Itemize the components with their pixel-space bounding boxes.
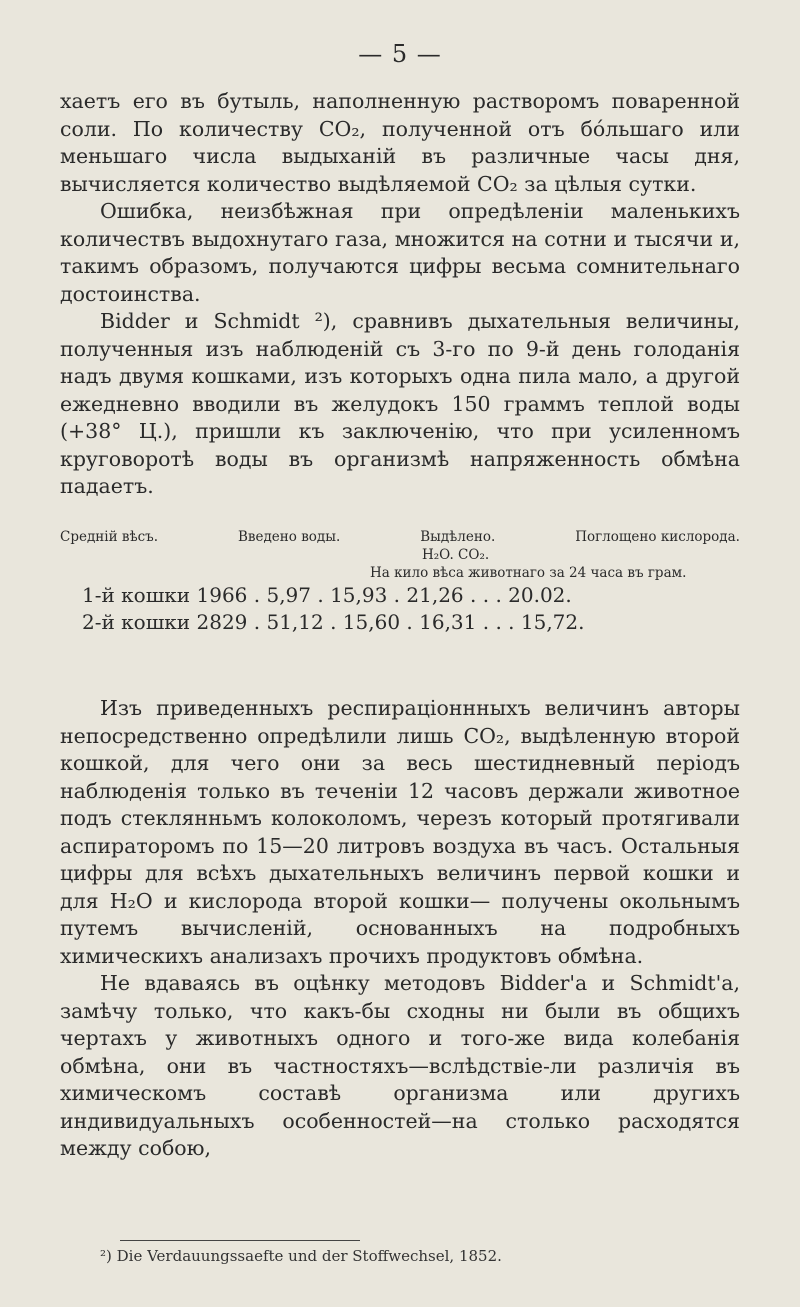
paragraph: Bidder и Schmidt ²), сравнивъ дыхательныя величины, полученныя изъ наблюденій съ 3-го по 9-й день голоданія надъ двумя кошками, изъ которыхъ одна пила мало, а другой ежедневно вводили въ желудокъ 150 граммъ теплой воды (+38° Ц.), пришли къ заключенію, что при усиленномъ круговоротѣ воды въ организмѣ напряженность обмѣна падаетъ. (60, 309, 740, 498)
paragraph-block-1 (60, 88, 740, 501)
column-header: Введено воды. (237, 529, 341, 545)
column-header: Выдѣлено. (420, 529, 496, 545)
column-header: Среднiй вѣсъ. (60, 529, 159, 545)
paragraph: Не вдаваясь въ оцѣнку методовъ Bidder'а и Schmidt'а, замѣчу только, что какъ-бы сходны ни были въ общихъ чертахъ у животныхъ одного и того-же вида колебанія обмѣна, они въ частностяхъ—вслѣдствіе-ли различія въ химическомъ составѣ организма или другихъ индивидуальныхъ особенностей—на столько расходятся между собою, (60, 971, 740, 1160)
paragraph-block-2 (60, 695, 740, 1163)
column-header: Поглощено кислорода. (575, 529, 740, 545)
column-subheader: H₂O. CO₂. (422, 547, 490, 563)
paragraph: Изъ приведенныхъ респираціоннныхъ величинъ авторы непосредственно опредѣлили лишь СО₂, выдѣленную второй кошкой, для чего они за весь шестидневный періодъ наблюденія только въ теченіи 12 часовъ держали животное подъ стеклянньмъ колоколомъ, черезъ который протягивали аспираторомъ по 15—20 литровъ воздуха въ часъ. Остальныя цифры для всѣхъ дыхательныхъ величинъ первой кошки и для H₂O и кислорода второй кошки— получены окольнымъ путемъ вычисленій, основанныхъ на подробныхъ химическихъ анализахъ прочихъ продуктовъ обмѣна. (60, 696, 740, 968)
table-header (60, 528, 740, 582)
page-number: — 5 — (358, 40, 442, 68)
data-table (60, 528, 740, 636)
paragraph: Ошибка, неизбѣжная при опредѣленіи маленькихъ количествъ выдохнутаго газа, множится на сотни и тысячи и, такимъ образомъ, получаются цифры весьма сомнительнаго достоинства. (60, 199, 740, 306)
paragraph: хаетъ его въ бутыль, наполненную растворомъ поваренной соли. По количеству СО₂, полученной отъ бóльшаго или меньшаго числа выдыханій въ различные часы дня, вычисляется количество выдѣляемой СО₂ за цѣлыя сутки. (60, 89, 740, 196)
table-row: 1-й кошки 1966 . 5,97 . 15,93 . 21,26 . . . 20.02. (82, 583, 572, 607)
footnote-divider (120, 1240, 360, 1241)
footnote: ²) Die Verdauungssaefte und der Stoffwechsel, 1852. (100, 1247, 502, 1265)
table-unit-note: На кило вѣса животнаго за 24 часа въ грам. (370, 565, 687, 581)
table-row: 2-й кошки 2829 . 51,12 . 15,60 . 16,31 . . . 15,72. (82, 610, 585, 634)
